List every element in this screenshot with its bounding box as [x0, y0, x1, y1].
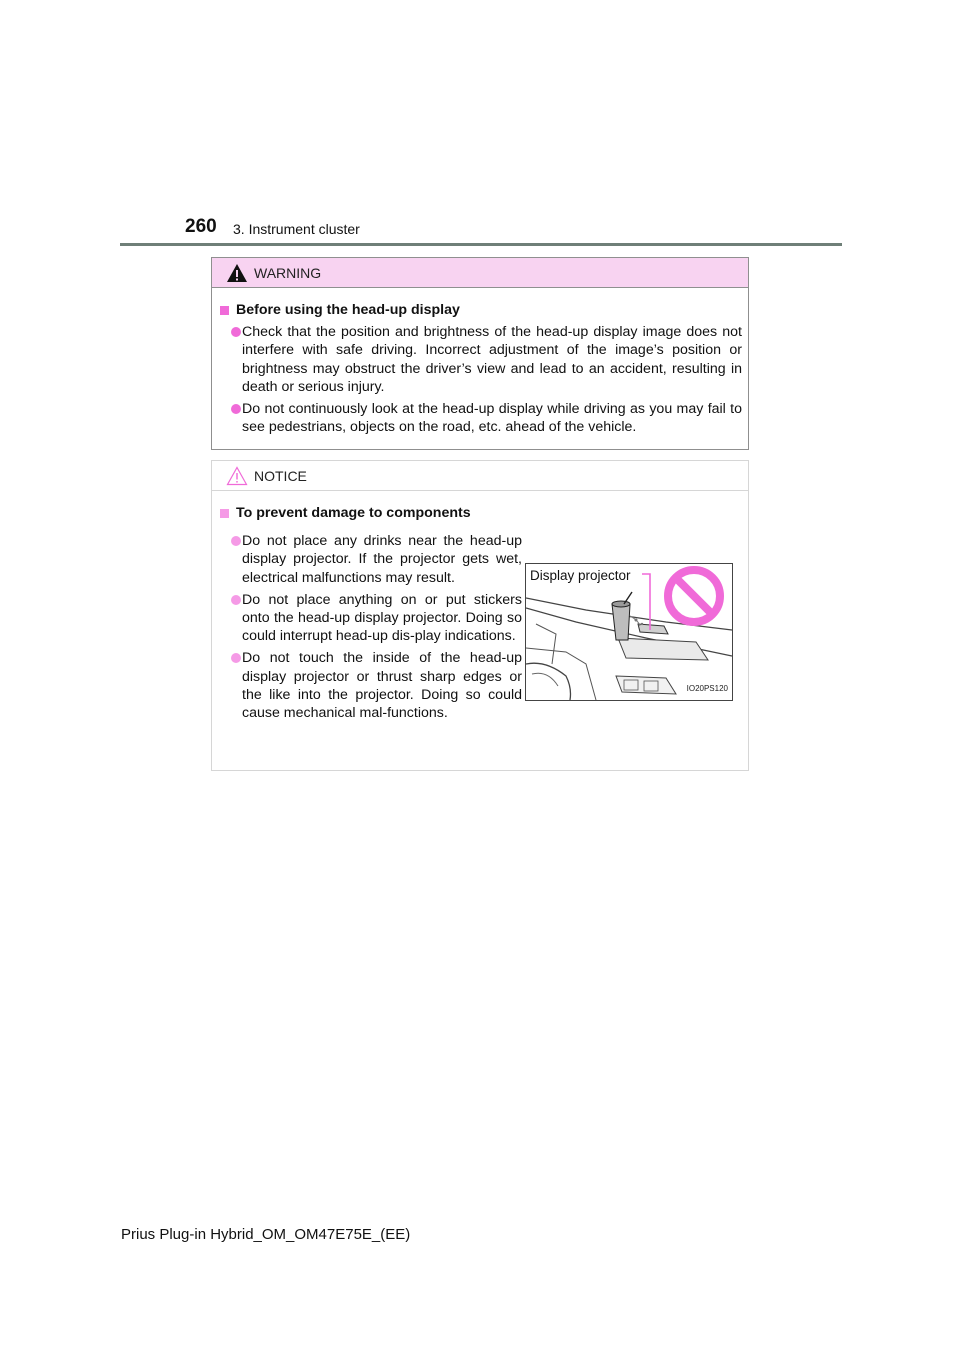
- circle-bullet-icon: [231, 404, 241, 414]
- notice-bullet-text: Do not touch the inside of the head-up display projector or thrust sharp edges or the like into the projector. Doing so could cause mechanical mal-functions.: [242, 650, 522, 722]
- notice-bullet-text: Do not place anything on or put stickers onto the head-up display projector. Doing so could interrupt head-up dis-play indications.: [242, 591, 522, 645]
- notice-title: NOTICE: [254, 467, 307, 484]
- circle-bullet-icon: [231, 327, 241, 337]
- circle-bullet-icon: [231, 595, 241, 605]
- notice-heading: [218, 504, 742, 522]
- header-rule: [120, 243, 842, 246]
- figure-code: IO20PS120: [686, 683, 728, 693]
- warning-title: WARNING: [254, 264, 322, 281]
- warning-bullet: [218, 323, 742, 396]
- notice-body: [212, 491, 748, 722]
- warning-bullet-text: Check that the position and brightness of the head-up display image does not interfere with safe driving. Incorrect adjustment of the image’s position or brightness may obstruct the driver’s view and lead to an accident, resulting in death or serious injury.: [242, 324, 742, 395]
- circle-bullet-icon: [231, 536, 241, 546]
- notice-bullet-text: Do not place any drinks near the head-up display projector. If the projector gets wet, electrical malfunctions may result.: [242, 533, 522, 586]
- display-projector-figure: [525, 563, 733, 701]
- notice-text-column: [218, 528, 522, 722]
- warning-heading-text: Before using the head-up display: [236, 302, 460, 318]
- warning-triangle-icon: [226, 263, 248, 283]
- square-bullet-icon: [220, 509, 229, 518]
- square-bullet-icon: [220, 306, 229, 315]
- warning-box: [211, 257, 749, 450]
- figure-label: Display projector: [530, 567, 631, 585]
- notice-box: [211, 460, 749, 771]
- notice-bullet: [218, 591, 522, 646]
- notice-bullet: [218, 649, 522, 722]
- notice-header: [212, 461, 748, 491]
- section-title: 3. Instrument cluster: [233, 221, 360, 237]
- notice-triangle-icon: [226, 466, 248, 486]
- warning-bullet: [218, 400, 742, 436]
- page-number: 260: [185, 216, 217, 237]
- warning-header: [212, 258, 748, 288]
- circle-bullet-icon: [231, 653, 241, 663]
- notice-bullet: [218, 532, 522, 587]
- warning-heading: [218, 301, 742, 319]
- notice-heading-text: To prevent damage to components: [236, 505, 471, 521]
- footer-doc-id: Prius Plug-in Hybrid_OM_OM47E75E_(EE): [121, 1226, 411, 1243]
- warning-bullet-text: Do not continuously look at the head-up display while driving as you may fail to see pedestrians, objects on the road, etc. ahead of the vehicle.: [242, 401, 742, 436]
- warning-body: [212, 288, 748, 436]
